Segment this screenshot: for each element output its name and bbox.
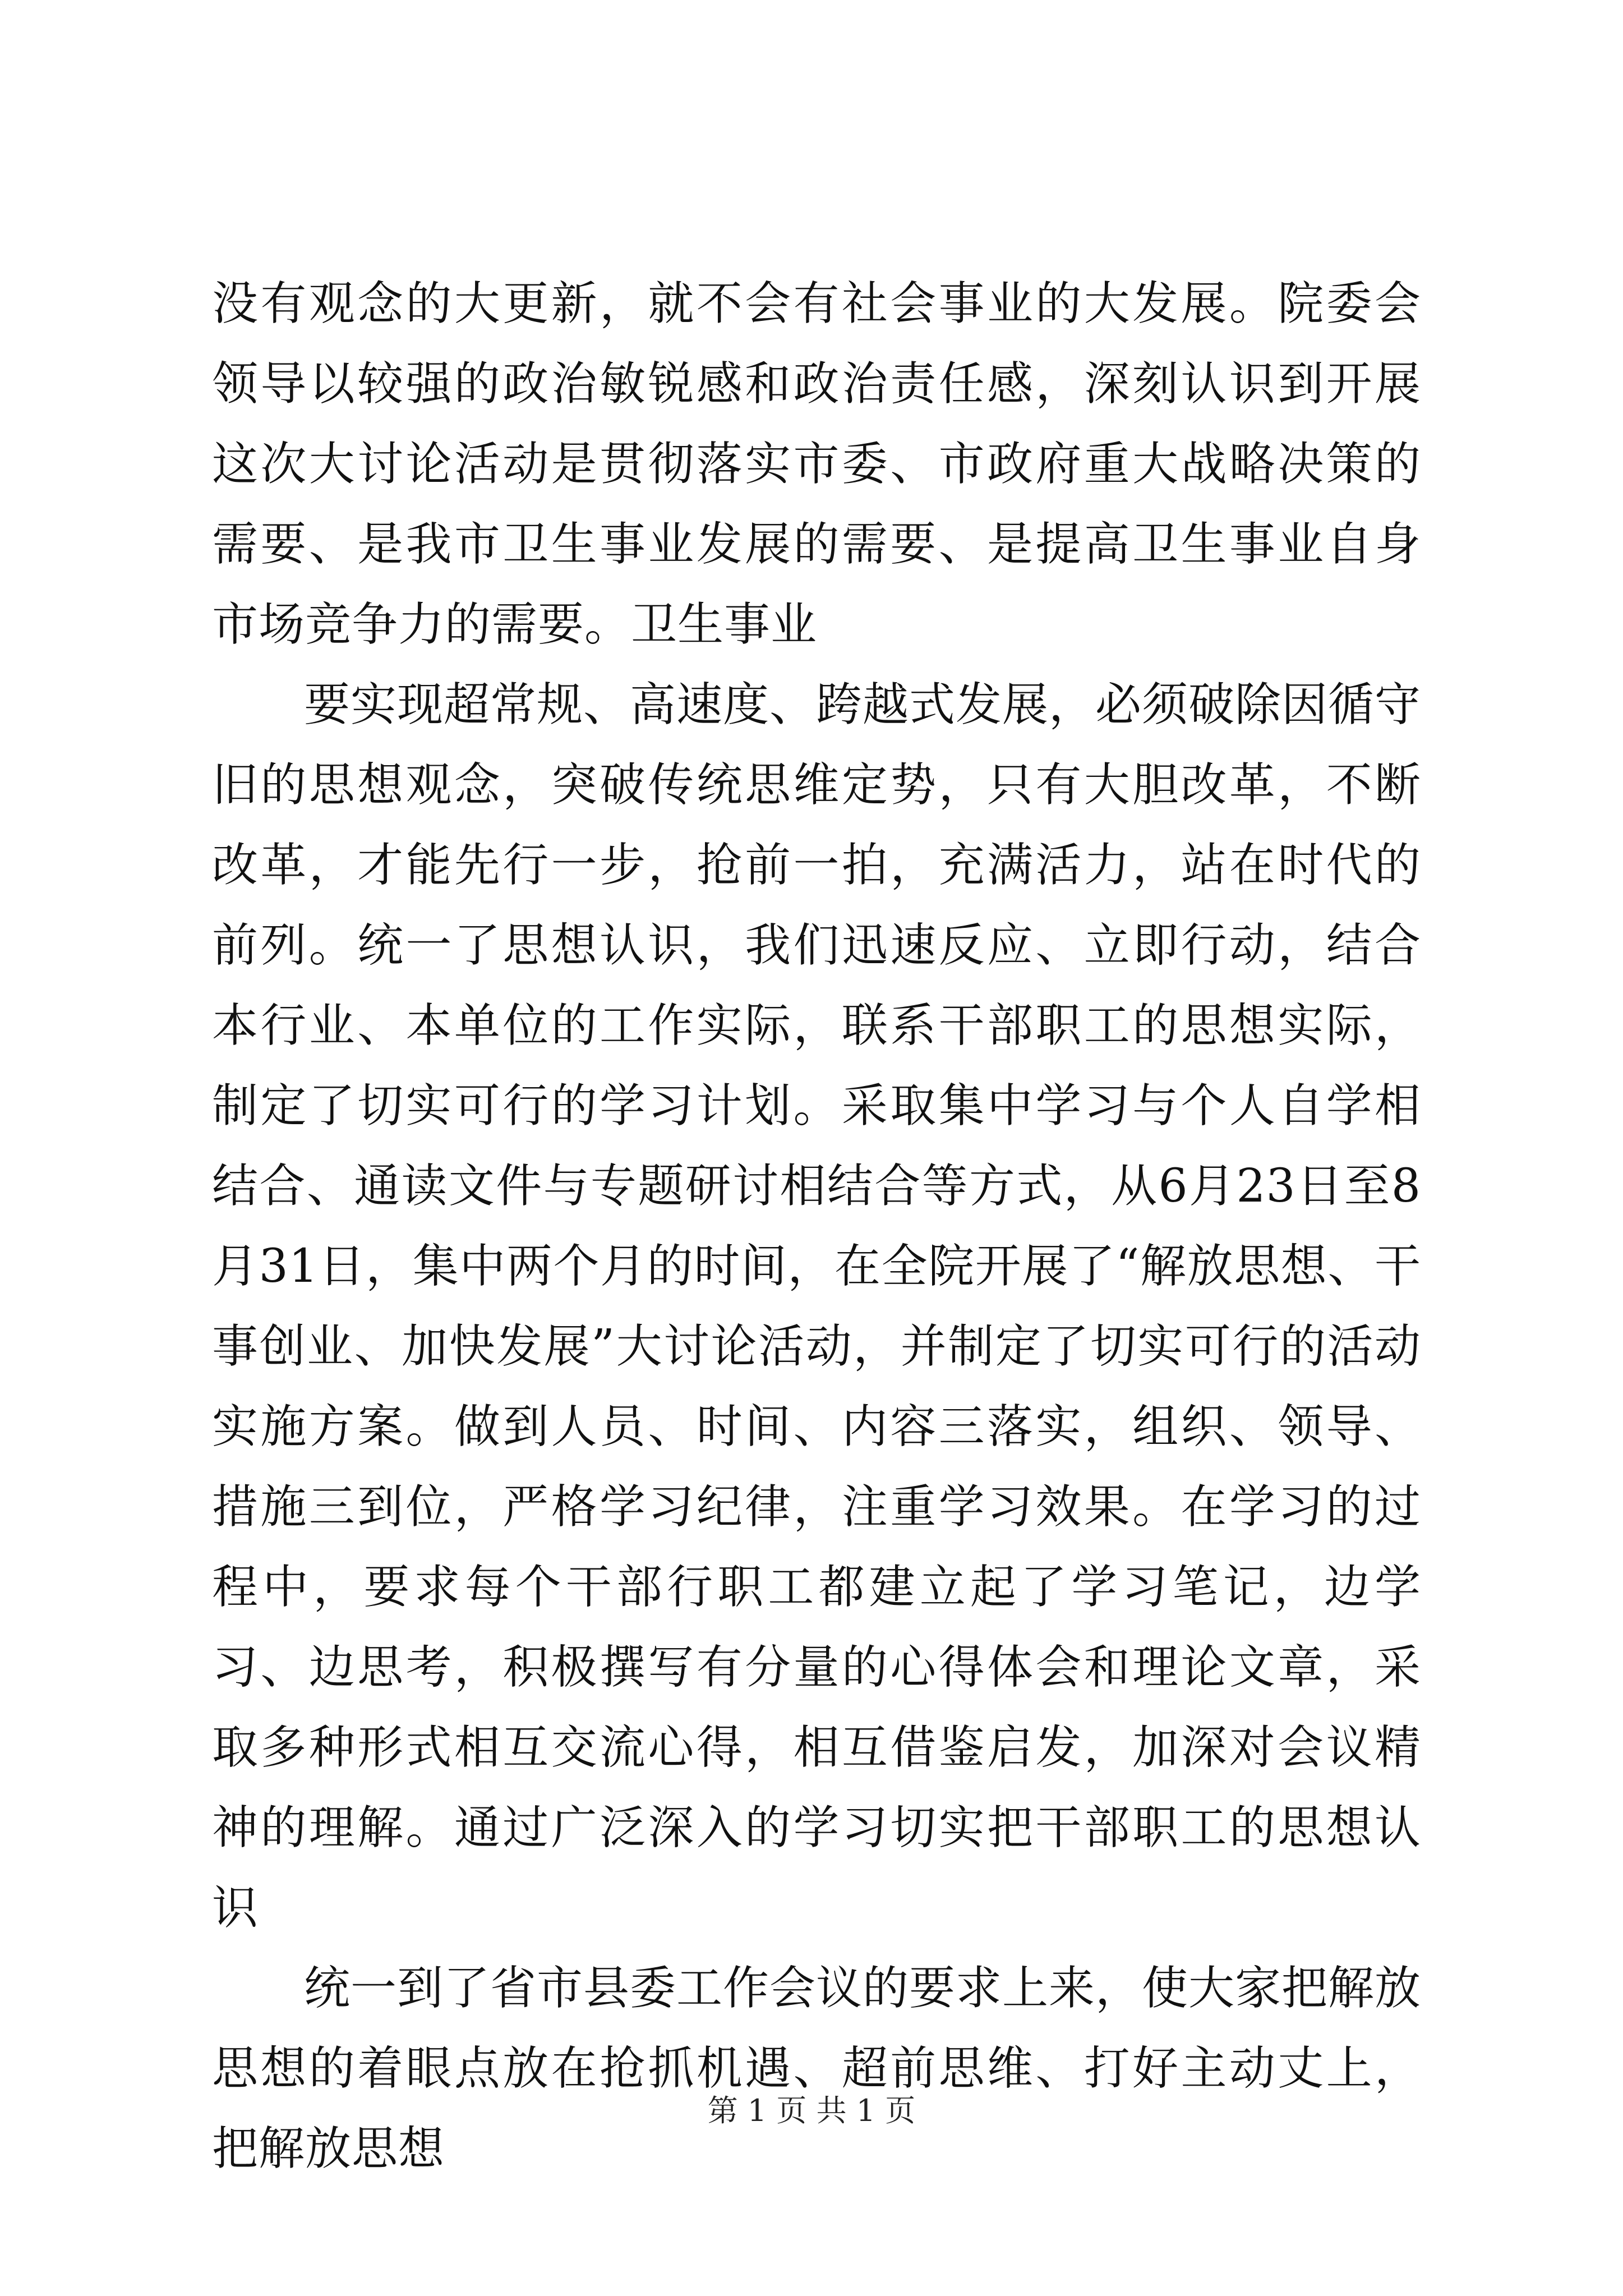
paragraph-1: 没有观念的大更新，就不会有社会事业的大发展。院委会领导以较强的政治敏锐感和政治责任感，深刻认识到开展这次大讨论活动是贯彻落实市委、市政府重大战略决策的需要、是我市卫生事业发展的需要、是提高卫生事业自身市场竞争力的需要。卫生事业 (212, 277, 1421, 651)
body-text (212, 264, 1421, 2189)
page-footer: 第 1 页 共 1 页 (707, 2093, 916, 2128)
paragraph-3: 统一到了省市县委工作会议的要求上来，使大家把解放思想的着眼点放在抢抓机遇、超前思维、打好主动丈上，把解放思想 (212, 1962, 1422, 2175)
paragraph-2: 要实现超常规、高速度、跨越式发展，必须破除因循守旧的思想观念，突破传统思维定势，只有大胆改革，不断改革，才能先行一步，抢前一拍，充满活力，站在时代的前列。统一了思想认识，我们迅速反应、立即行动，结合本行业、本单位的工作实际，联系干部职工的思想实际，制定了切实可行的学习计划。采取集中学习与个人自学相结合、通读文件与专题研讨相结合等方式，从6月23日至8月31日，集中两个月的时间，在全院开展了“解放思想、干事创业、加快发展”大讨论活动，并制定了切实可行的活动实施方案。做到人员、时间、内容三落实，组织、领导、措施三到位，严格学习纪律，注重学习效果。在学习的过程中，要求每个干部行职工都建立起了学习笔记，边学习、边思考，积极撰写有分量的心得体会和理论文章，采取多种形式相互交流心得，相互借鉴启发，加深对会议精神的理解。通过广泛深入的学习切实把干部职工的思想认识 (212, 678, 1422, 1935)
